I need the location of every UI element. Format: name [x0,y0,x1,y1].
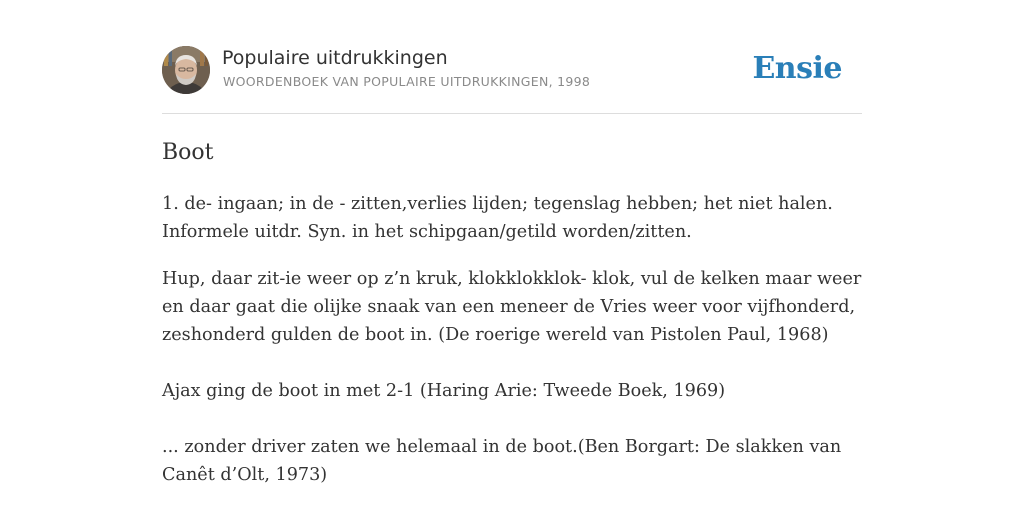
ensie-logo[interactable]: Ensie [752,51,842,86]
entry-quote: Ajax ging de boot in met 2-1 (Haring Arie: Tweede Boek, 1969) [162,381,726,401]
entry-definition: 1. de- ingaan; in de - zitten,verlies lijden; tegenslag hebben; het niet halen. Informele uitdr. Syn. in het schipgaan/getild worden/zitten. [162,194,833,242]
entry-card [162,0,862,512]
header-divider [162,113,862,114]
author-avatar[interactable] [162,46,210,94]
source-title[interactable]: Populaire uitdrukkingen [222,47,448,69]
entry-quote: ... zonder driver zaten we helemaal in de boot.(Ben Borgart: De slakken van Canêt d’Olt, 1973) [162,437,842,485]
source-subtitle: WOORDENBOEK VAN POPULAIRE UITDRUKKINGEN, 1998 [223,74,591,89]
entry-title: Boot [162,140,214,165]
header [162,46,862,96]
entry-quote: Hup, daar zit-ie weer op z’n kruk, klokklokklok- klok, vul de kelken maar weer en daar gaat die olijke snaak van een meneer de Vries weer voor vijfhonderd, zeshonderd gulden de boot in. (De roerige wereld van Pistolen Paul, 1968) [162,269,862,345]
avatar-portrait-icon [162,46,210,94]
